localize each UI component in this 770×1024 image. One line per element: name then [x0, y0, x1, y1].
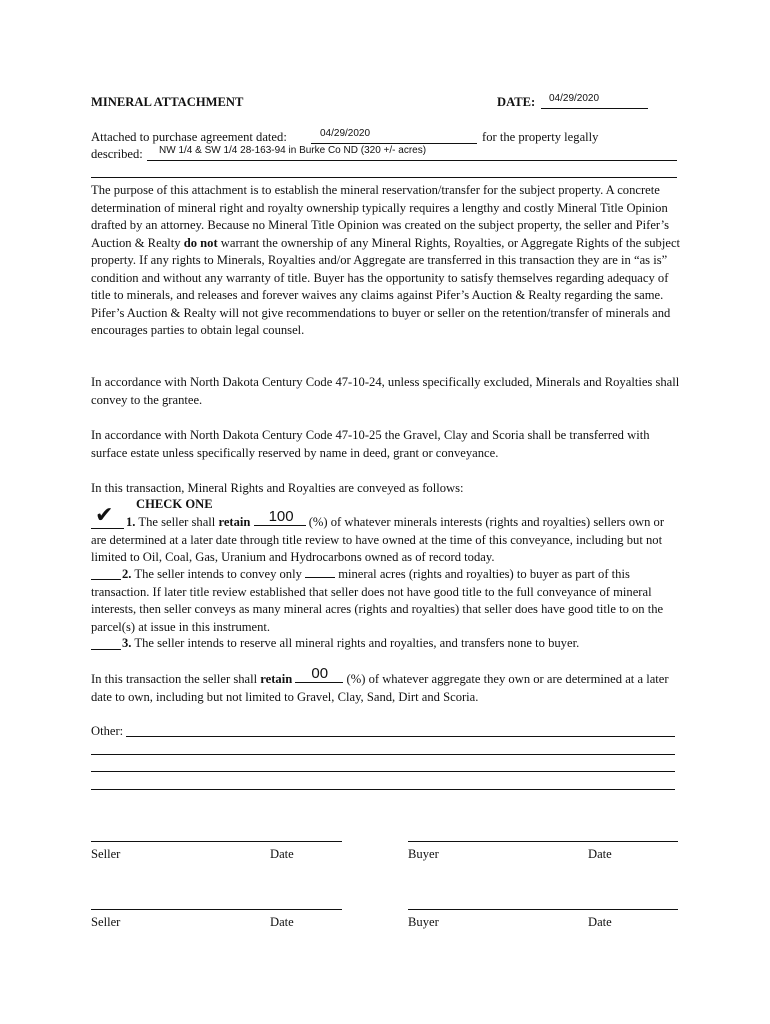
- document-title: MINERAL ATTACHMENT: [91, 95, 244, 109]
- seller-date-label-1: Date: [270, 847, 294, 861]
- buyer-label-1: Buyer: [408, 847, 439, 861]
- date-label: DATE:: [497, 95, 536, 109]
- property-description-value: NW 1/4 & SW 1/4 28-163-94 in Burke Co ND (320 +/- acres): [159, 145, 427, 156]
- buyer-date-label-2: Date: [588, 915, 612, 929]
- seller-date-label-2: Date: [270, 915, 294, 929]
- aggregate-text-a: In this transaction the seller shall: [91, 672, 261, 686]
- agreement-date-field[interactable]: [311, 127, 477, 144]
- buyer-signature-line-2[interactable]: [408, 909, 678, 910]
- code-47-10-24-paragraph: In accordance with North Dakota Century Code 47-10-24, unless specifically excluded, Minerals and Royalties shall convey to the grantee.: [91, 375, 680, 407]
- option2-text-b: mineral acres (rights and royalties) to buyer as part of this transaction. If later title review established that seller does not have good title to the full conveyance of mineral interests, then seller conveys as many mineral acres (rights and royalties) that seller does have good title to on the parcel(s) at issue in this instrument.: [91, 567, 664, 634]
- date-field[interactable]: [541, 92, 648, 109]
- attached-prefix: Attached to purchase agreement dated:: [91, 130, 287, 144]
- other-label: Other:: [91, 724, 124, 738]
- other-line-1[interactable]: [126, 736, 675, 737]
- other-line-2[interactable]: [91, 754, 675, 755]
- purpose-paragraph: [91, 182, 681, 340]
- aggregate-percent-field[interactable]: [295, 665, 343, 683]
- option1-text-a: The seller shall: [135, 515, 219, 529]
- option1-paragraph: [91, 508, 681, 567]
- purpose-text-2: warrant the ownership of any Mineral Rights, Royalties, or Aggregate Rights of the subject property. If any rights to Minerals, Royalties and/or Aggregate are transferred in this transaction they are in “as is” condition and without any warranty of title. Buyer has the opportunity to satisfy themselves regarding adequacy of title to minerals, and releases and forever waives any claims against Pifer’s Auction & Realty regarding the same. Pifer’s Auction & Realty will not give recommendations to buyer or seller on the retention/transfer of minerals and encourages parties to obtain legal counsel.: [91, 235, 681, 337]
- option1-percent-value: 100: [268, 508, 294, 525]
- described-label: described:: [91, 147, 143, 161]
- purpose-bold: do not: [183, 235, 218, 250]
- option3-number: 3.: [122, 636, 132, 650]
- aggregate-retain: retain: [260, 672, 293, 686]
- option1-number: 1.: [126, 515, 136, 529]
- attached-suffix: for the property legally: [482, 130, 599, 144]
- buyer-date-label-1: Date: [588, 847, 612, 861]
- aggregate-paragraph: [91, 665, 681, 706]
- option1-retain: retain: [218, 515, 251, 529]
- seller-signature-line-2[interactable]: [91, 909, 342, 910]
- aggregate-percent-value: 00: [311, 665, 329, 682]
- buyer-label-2: Buyer: [408, 915, 439, 929]
- option2-paragraph: [91, 565, 681, 636]
- option1-percent-field[interactable]: [254, 508, 306, 526]
- check-one-heading: CHECK ONE: [136, 497, 213, 511]
- seller-label-2: Seller: [91, 915, 121, 929]
- seller-label-1: Seller: [91, 847, 121, 861]
- option2-number: 2.: [122, 567, 132, 581]
- code-47-10-25-paragraph: In accordance with North Dakota Century Code 47-10-25 the Gravel, Clay and Scoria shall be transferred with surface estate unless specifically reserved by name in deed, grant or conveyance.: [91, 428, 650, 460]
- check-mark-icon: ✔: [95, 503, 114, 528]
- agreement-date-value: 04/29/2020: [320, 128, 371, 139]
- description-continuation-line: [91, 177, 677, 178]
- date-field-value: 04/29/2020: [549, 93, 600, 104]
- seller-signature-line-1[interactable]: [91, 841, 342, 842]
- option3-paragraph: [91, 635, 681, 653]
- aggregate-text-b: (%) of whatever aggregate they own or are determined at a later date to own, including but not limited to Gravel, Clay, Sand, Dirt and Scoria.: [91, 672, 669, 704]
- conveyed-intro: In this transaction, Mineral Rights and Royalties are conveyed as follows:: [91, 481, 464, 495]
- property-description-field[interactable]: [147, 145, 677, 161]
- option2-text-a: The seller intends to convey only: [131, 567, 306, 581]
- buyer-signature-line-1[interactable]: [408, 841, 678, 842]
- other-line-4[interactable]: [91, 789, 675, 790]
- other-line-3[interactable]: [91, 771, 675, 772]
- purpose-text-1: The purpose of this attachment is to establish the mineral reservation/transfer for the subject property. A concrete determination of mineral right and royalty ownership typically requires a lengthy and costly Mineral Title Opinion drafted by an attorney. Because no Mineral Title Opinion was created on the subject property, the seller and Pifer’s Auction & Realty: [91, 183, 669, 250]
- option1-text-b: (%) of whatever minerals interests (rights and royalties) sellers own or are determined at a later date through title review to have owned at the time of this conveyance, including but not limited to Oil, Coal, Gas, Uranium and Hydrocarbons owned as of record today.: [91, 515, 665, 564]
- option3-text: The seller intends to reserve all mineral rights and royalties, and transfers none to buyer.: [131, 636, 580, 650]
- option2-acres-field[interactable]: [305, 565, 335, 578]
